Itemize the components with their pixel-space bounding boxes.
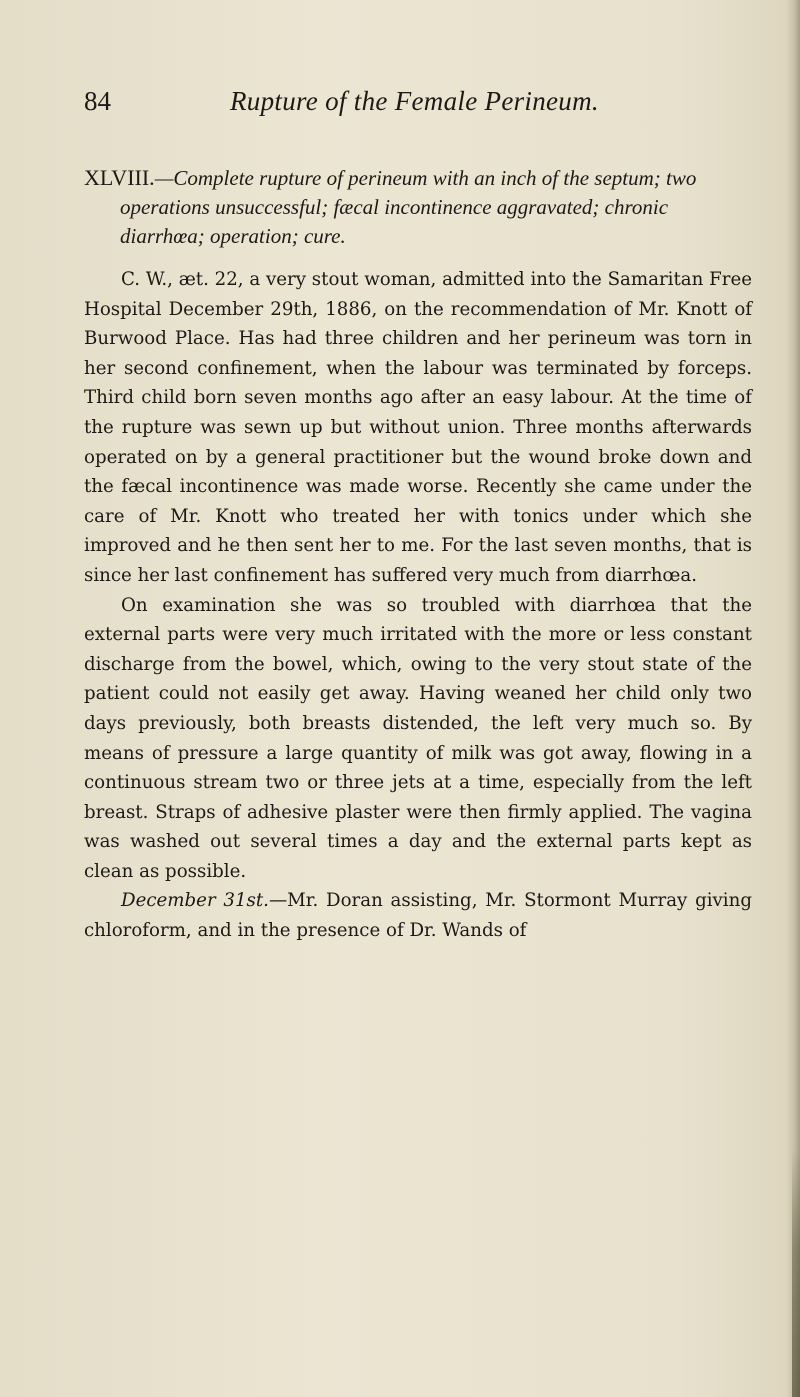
- case-number: XLVIII.: [84, 165, 155, 190]
- paragraph-operation: [84, 886, 752, 945]
- page-number: 84: [84, 86, 111, 116]
- page-body: [84, 163, 752, 946]
- operation-text: —Mr. Doran assisting, Mr. Stormont Murray giving chloroform, and in the presence of Dr. Wands of: [84, 890, 752, 942]
- operation-date: December 31st.: [121, 890, 269, 912]
- case-title: —Complete rupture of perineum with an inch of the septum; two operations unsuccessful; fæcal incontinence aggravated; chronic diarrhœa; operation; cure.: [120, 166, 697, 248]
- paragraph-examination: On examination she was so troubled with diarrhœa that the external parts were very much irritated with the more or less constant discharge from the bowel, which, owing to the very stout state of the patient could not easily get away. Having weaned her child only two days previously, both breasts distended, the left very much so. By means of pressure a large quantity of milk was got away, flowing in a continuous stream two or three jets at a time, especially from the left breast. Straps of adhesive plaster were then firmly applied. The vagina was washed out several times a day and the external parts kept as clean as possible.: [84, 594, 752, 882]
- running-head: Rupture of the Female Perineum.: [230, 86, 599, 116]
- page-edge-stain: [792, 1150, 800, 1397]
- case-heading: [84, 163, 752, 251]
- page-header: [0, 80, 800, 120]
- paragraph-history: C. W., æt. 22, a very stout woman, admitted into the Samaritan Free Hospital December 29th, 1886, on the recommendation of Mr. Knott of Burwood Place. Has had three children and her perineum was torn in her second confinement, when the labour was terminated by forceps. Third child born seven months ago after an easy labour. At the time of the rupture was sewn up but without union. Three months afterwards operated on by a general practitioner but the wound broke down and the fæcal incontinence was made worse. Recently she came under the care of Mr. Knott who treated her with tonics under which she improved and he then sent her to me. For the last seven months, that is since her last confinement has suffered very much from diarrhœa.: [84, 269, 752, 586]
